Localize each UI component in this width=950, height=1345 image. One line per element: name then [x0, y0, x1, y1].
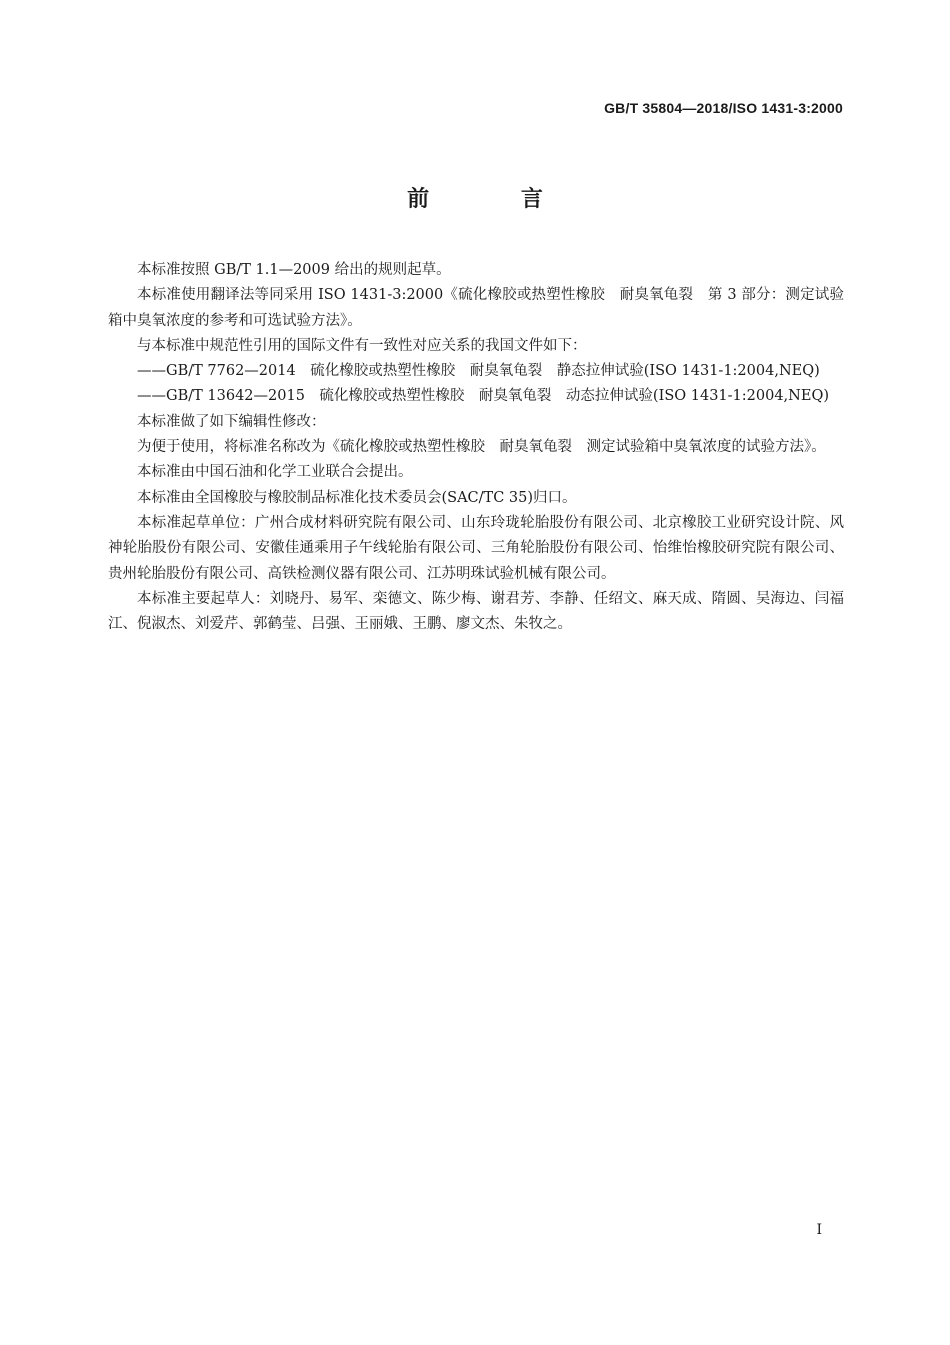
foreword-body	[108, 258, 844, 637]
referenced-standard-item: ——GB/T 7762—2014 硫化橡胶或热塑性橡胶 耐臭氧龟裂 静态拉伸试验(ISO 1431-1:2004,NEQ)	[137, 363, 820, 380]
proposer-paragraph: 本标准由中国石油和化学工业联合会提出。	[137, 464, 413, 481]
adoption-paragraph: 本标准使用翻译法等同采用 ISO 1431-3:2000《硫化橡胶或热塑性橡胶 耐臭氧龟裂 第 3 部分：测定试验箱中臭氧浓度的参考和可选试验方法》。	[108, 287, 844, 329]
title-change-paragraph: 为便于使用，将标准名称改为《硫化橡胶或热塑性橡胶 耐臭氧龟裂 测定试验箱中臭氧浓度的试验方法》。	[137, 439, 826, 456]
page-title: 前 言	[407, 187, 585, 212]
drafters-paragraph: 本标准主要起草人：刘晓丹、易军、栾德文、陈少梅、谢君芳、李静、任绍文、麻天成、隋圆、吴海边、闫福江、倪淑杰、刘爱芹、郭鹤莹、吕强、王丽娥、王鹏、廖文杰、朱牧之。	[108, 590, 844, 633]
standard-code: GB/T 35804—2018/ISO 1431-3:2000	[604, 100, 843, 116]
drafting-rule-paragraph: 本标准按照 GB/T 1.1—2009 给出的规则起草。	[137, 262, 451, 278]
editorial-changes-paragraph: 本标准做了如下编辑性修改：	[137, 413, 326, 430]
technical-committee-paragraph: 本标准由全国橡胶与橡胶制品标准化技术委员会(SAC/TC 35)归口。	[137, 489, 577, 506]
correspondence-intro-paragraph: 与本标准中规范性引用的国际文件有一致性对应关系的我国文件如下：	[137, 337, 587, 354]
drafting-organizations-paragraph: 本标准起草单位：广州合成材料研究院有限公司、山东玲珑轮胎股份有限公司、北京橡胶工业研究设计院、风神轮胎股份有限公司、安徽佳通乘用子午线轮胎有限公司、三角轮胎股份有限公司、怡维怡橡胶研究院有限公司、贵州轮胎股份有限公司、高铁检测仪器有限公司、江苏明珠试验机械有限公司。	[108, 514, 844, 582]
page-number: I	[816, 1222, 822, 1238]
referenced-standard-item: ——GB/T 13642—2015 硫化橡胶或热塑性橡胶 耐臭氧龟裂 动态拉伸试验(ISO 1431-1:2004,NEQ)	[137, 388, 829, 405]
